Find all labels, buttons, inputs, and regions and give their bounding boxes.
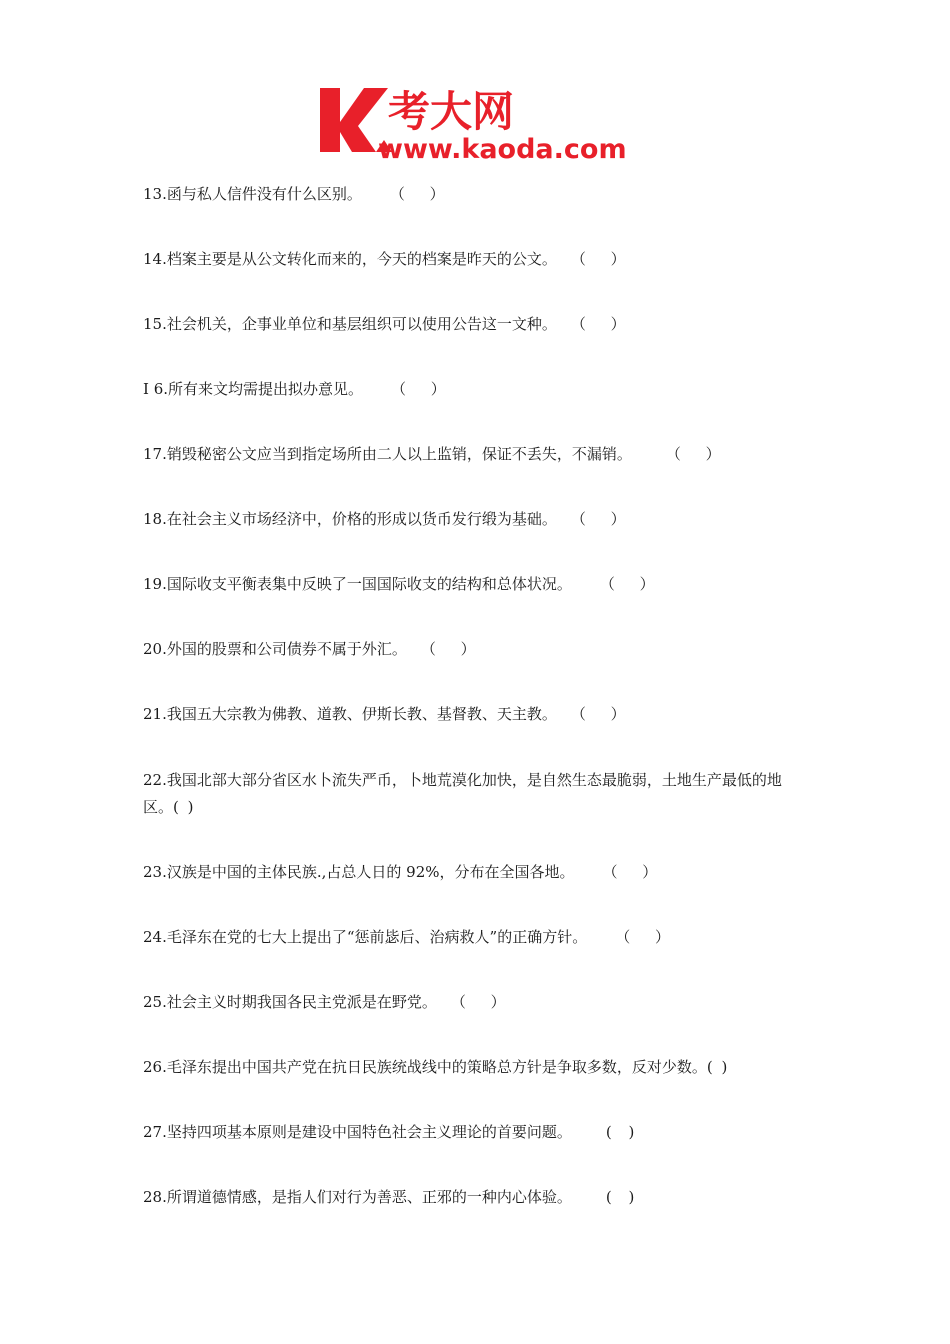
question-text: 21.我国五大宗教为佛教、道教、伊斯长教、基督教、天主教。 xyxy=(143,705,557,723)
question-19 xyxy=(143,571,813,598)
answer-blank: （ ） xyxy=(389,185,455,203)
answer-blank: ( ) xyxy=(605,1188,641,1206)
question-27 xyxy=(143,1119,813,1146)
question-21 xyxy=(143,701,813,728)
question-text: 23.汉族是中国的主体民族.,占总人日的 92%，分布在全国各地。 xyxy=(143,863,575,881)
answer-blank: （ ） xyxy=(570,705,636,723)
question-16 xyxy=(143,376,813,403)
question-text: 15.社会机关，企事业单位和基层组织可以使用公告这一文种。 xyxy=(143,315,557,333)
question-14 xyxy=(143,246,813,273)
answer-blank: （ ） xyxy=(615,928,680,946)
question-text: 13.函与私人信件没有什么区别。 xyxy=(143,185,362,203)
question-text: 24.毛泽东在党的七大上提出了“惩前毖后、治病救人”的正确方针。 xyxy=(143,928,588,946)
answer-blank: （ ） xyxy=(570,315,636,333)
answer-blank: （ ） xyxy=(665,445,731,463)
question-25 xyxy=(143,989,813,1016)
question-17 xyxy=(143,441,813,468)
kaoda-logo-graphic xyxy=(318,82,640,168)
logo-brand-text: 考大网 xyxy=(388,87,515,136)
answer-blank: （ ） xyxy=(450,993,516,1011)
question-text: I 6.所有来文均需提出拟办意见。 xyxy=(143,380,364,398)
answer-blank: ( ) xyxy=(706,1058,730,1076)
question-text: 17.销毁秘密公文应当到指定场所由二人以上监销，保证不丢失，不漏销。 xyxy=(143,445,632,463)
question-24 xyxy=(143,924,813,951)
question-text: 25.社会主义时期我国各民主党派是在野党。 xyxy=(143,993,437,1011)
question-13 xyxy=(143,181,813,208)
question-18 xyxy=(143,506,813,533)
question-text: 18.在社会主义市场经济中，价格的形成以货币发行缎为基础。 xyxy=(143,510,557,528)
question-text: 26.毛泽东提出中国共产党在抗日民族统战线中的策略总方针是争取多数，反对少数。 xyxy=(143,1058,707,1076)
answer-blank: （ ） xyxy=(570,250,636,268)
question-text: 28.所谓道德情感，是指人们对行为善恶、正邪的一种内心体验。 xyxy=(143,1188,572,1206)
question-15 xyxy=(143,311,813,338)
kaoda-logo xyxy=(318,82,640,168)
question-26 xyxy=(143,1054,813,1081)
answer-blank: （ ） xyxy=(599,575,665,593)
question-23 xyxy=(143,859,813,886)
question-text: 19.国际收支平衡表集中反映了一国国际收支的结构和总体状况。 xyxy=(143,575,572,593)
question-text: 14.档案主要是从公文转化而来的，今天的档案是昨天的公文。 xyxy=(143,250,557,268)
question-text: 27.坚持四项基本原则是建设中国特色社会主义理论的首要问题。 xyxy=(143,1123,572,1141)
question-text: 22.我国北部大部分省区水卜流失严币，卜地荒漠化加快，是自然生态最脆弱，土地生产最低的地区。 xyxy=(143,771,782,816)
answer-blank: （ ） xyxy=(570,510,636,528)
answer-blank: ( ) xyxy=(173,798,196,816)
answer-blank: （ ） xyxy=(420,640,486,658)
question-22 xyxy=(143,767,808,821)
question-20 xyxy=(143,636,813,663)
answer-blank: （ ） xyxy=(391,380,456,398)
answer-blank: （ ） xyxy=(602,863,668,881)
logo-url-text: www.kaoda.com xyxy=(378,134,627,165)
question-text: 20.外国的股票和公司债券不属于外汇。 xyxy=(143,640,407,658)
question-28 xyxy=(143,1184,813,1211)
answer-blank: ( ) xyxy=(605,1123,641,1141)
